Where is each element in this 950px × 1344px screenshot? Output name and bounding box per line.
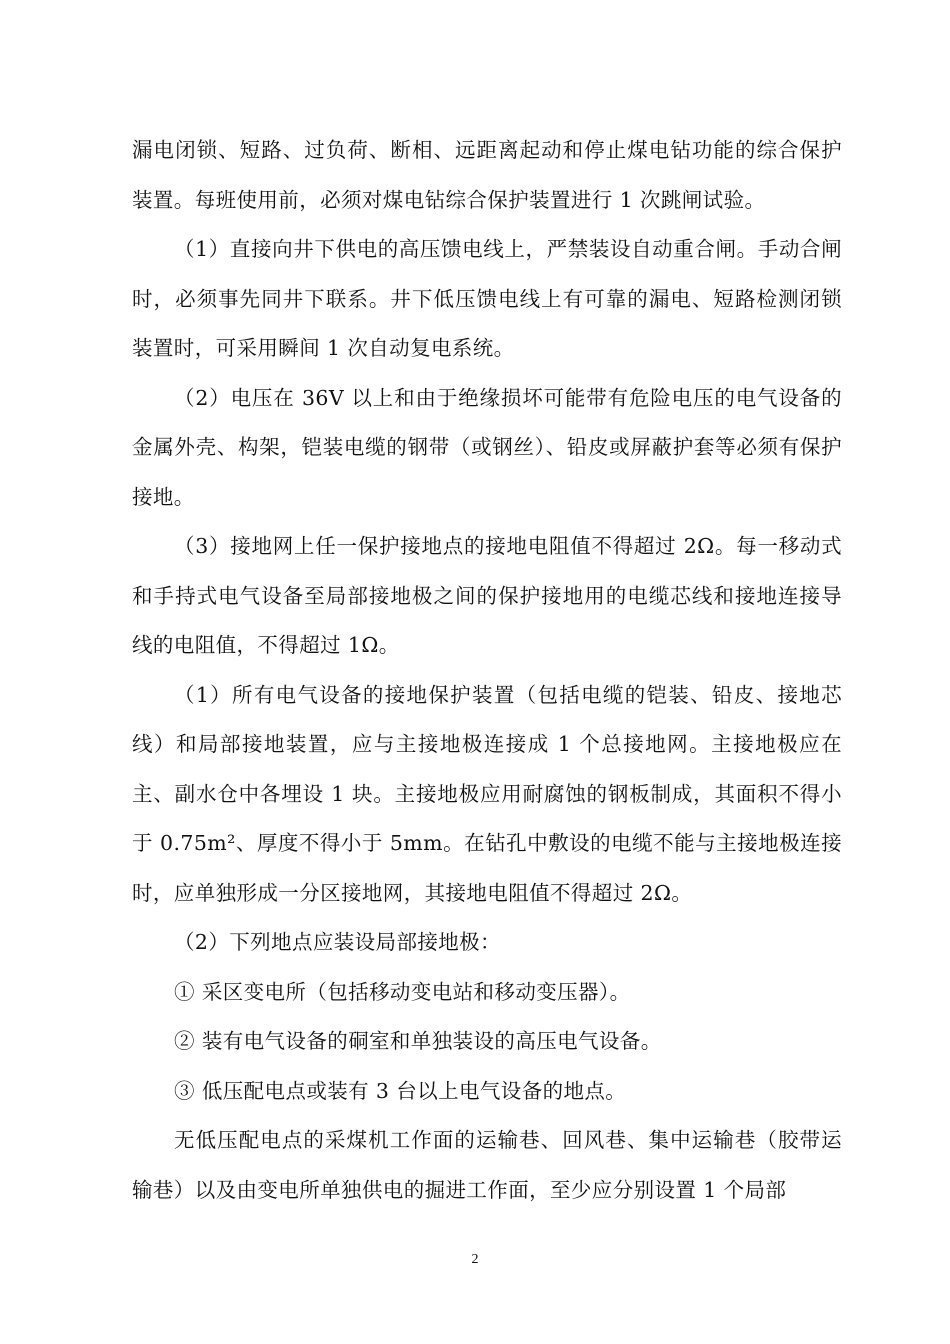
paragraph-earthing-resistance: （3）接地网上任一保护接地点的接地电阻值不得超过 2Ω。每一移动式和手持式电气设备至局部接地极之间的保护接地用的电缆芯线和接地连接导线的电阻值，不得超过 1Ω。 — [132, 534, 842, 657]
paragraph-main-earth-electrode: （1）所有电气设备的接地保护装置（包括电缆的铠装、铅皮、接地芯线）和局部接地装置，应与主接地极连接成 1 个总接地网。主接地极应在主、副水仓中各埋设 1 块。主接地极应用耐腐蚀的钢板制成，其面积不得小于 0.75m²、厚度不得小于 5mm。在钻孔中敷设的电缆不能与主接地极连接时，应单独形成一分区接地网，其接地电阻值不得超过 2Ω。 — [132, 682, 842, 905]
body-text — [132, 126, 842, 1215]
paragraph-local-earth-locations: （2）下列地点应装设局部接地极： — [174, 930, 501, 954]
paragraph-high-voltage-reclosing: （1）直接向井下供电的高压馈电线上，严禁装设自动重合闸。手动合闸时，必须事先同井下联系。井下低压馈电线上有可靠的漏电、短路检测闭锁装置时，可采用瞬间 1 次自动复电系统。 — [132, 237, 842, 360]
paragraph-protective-earthing: （2）电压在 36V 以上和由于绝缘损坏可能带有危险电压的电气设备的金属外壳、构架，铠装电缆的钢带（或钢丝）、铅皮或屏蔽护套等必须有保护接地。 — [132, 385, 842, 509]
paragraph-working-face-earthing: 无低压配电点的采煤机工作面的运输巷、回风巷、集中运输巷（胶带运输巷）以及由变电所单独供电的掘进工作面，至少应分别设置 1 个局部 — [132, 1128, 842, 1202]
list-item-chamber: ② 装有电气设备的硐室和单独装设的高压电气设备。 — [174, 1029, 662, 1053]
paragraph-continued-protection-device: 漏电闭锁、短路、过负荷、断相、远距离起动和停止煤电钻功能的综合保护装置。每班使用前，必须对煤电钻综合保护装置进行 1 次跳闸试验。 — [132, 138, 842, 212]
list-item-substation: ① 采区变电所（包括移动变电站和移动变压器）。 — [174, 979, 631, 1004]
page-number: 2 — [471, 1252, 479, 1267]
list-item-distribution-point: ③ 低压配电点或装有 3 台以上电气设备的地点。 — [174, 1078, 627, 1103]
